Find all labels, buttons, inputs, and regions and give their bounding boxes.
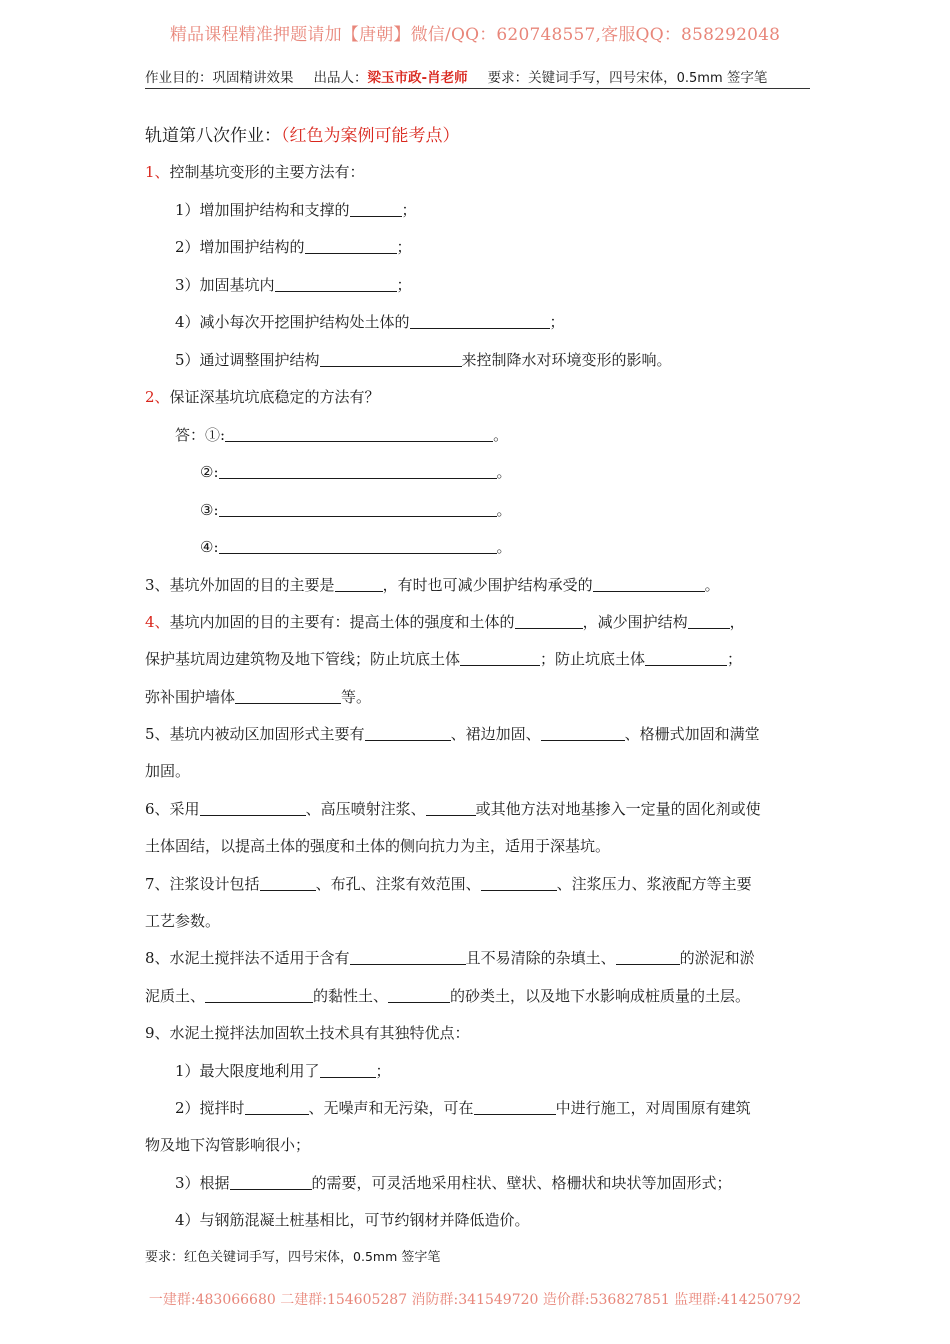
answer-blank[interactable] <box>235 688 341 704</box>
answer-blank[interactable] <box>474 1099 556 1115</box>
question-8 <box>145 948 755 968</box>
question-text: 或其他方法对地基掺入一定量的固化剂或使 <box>475 800 761 818</box>
question-2-answer-4 <box>200 537 512 557</box>
question-2-answer-3 <box>200 500 512 520</box>
answer-end: 。 <box>496 501 512 519</box>
item-tail: 来控制降水对环境变形的影响。 <box>461 351 672 369</box>
question-9-item-1 <box>175 1061 391 1081</box>
question-4-line-3 <box>145 687 371 707</box>
question-7-line-2 <box>145 911 220 931</box>
question-1-item-1 <box>175 200 417 220</box>
answer-blank[interactable] <box>460 650 540 666</box>
title-note: （红色为案例可能考点） <box>281 126 460 146</box>
answer-blank[interactable] <box>426 800 476 816</box>
answer-blank[interactable] <box>481 875 557 891</box>
question-number: 3、 <box>145 576 170 594</box>
question-4-line-2 <box>145 649 742 669</box>
answer-blank[interactable] <box>541 725 625 741</box>
requirement-text: 要求：关键词手写，四号宋体， <box>487 70 677 86</box>
answer-label: 答： <box>175 426 206 444</box>
item-text: 3）加固基坑内 <box>175 276 275 294</box>
question-text: 等。 <box>341 688 372 706</box>
question-5-line-2 <box>145 761 190 781</box>
question-9-item-3 <box>175 1173 732 1193</box>
question-2 <box>145 387 380 407</box>
answer-blank[interactable] <box>350 201 402 217</box>
item-text: 1）增加围护结构和支撑的 <box>175 201 350 219</box>
title-main: 轨道第八次作业： <box>145 126 281 146</box>
question-text: ， <box>729 613 745 631</box>
answer-blank[interactable] <box>688 613 730 629</box>
requirement-tail: 签字笔 <box>726 70 768 86</box>
question-text: 的淤泥和淤 <box>679 949 755 967</box>
answer-blank[interactable] <box>320 1062 376 1078</box>
question-text: 工艺参数。 <box>145 912 221 930</box>
item-text: 5）通过调整围护结构 <box>175 351 320 369</box>
item-tail: ； <box>549 313 565 331</box>
answer-end: 。 <box>496 538 512 556</box>
question-number: 5、 <box>145 725 170 743</box>
question-text: 保证深基坑坑底稳定的方法有？ <box>169 388 380 406</box>
question-number: 4、 <box>145 613 170 631</box>
item-tail: ； <box>375 1062 391 1080</box>
answer-blank[interactable] <box>225 426 493 442</box>
question-text: 注浆设计包括 <box>169 875 260 893</box>
question-9 <box>145 1023 470 1043</box>
question-7 <box>145 874 752 894</box>
question-9-item-4 <box>175 1210 530 1230</box>
answer-blank[interactable] <box>410 313 550 329</box>
question-text: 基坑内加固的目的主要有：提高土体的强度和土体的 <box>169 613 515 631</box>
item-text: 4）减小每次开挖围护结构处土体的 <box>175 313 410 331</box>
answer-blank[interactable] <box>515 613 583 629</box>
question-4 <box>145 612 745 632</box>
page-title <box>145 121 460 146</box>
question-number: 6、 <box>145 800 170 818</box>
answer-marker: ④: <box>200 538 219 556</box>
question-9-item-2 <box>175 1098 751 1118</box>
answer-blank[interactable] <box>230 1174 312 1190</box>
question-text: 水泥土搅拌法加固软土技术具有其独特优点： <box>169 1024 470 1042</box>
question-1-item-2 <box>175 237 412 257</box>
promo-banner-top: 精品课程精准押题请加【唐朝】微信/QQ：620748557,客服QQ：858292048 <box>169 25 781 45</box>
item-text: 4）与钢筋混凝土桩基相比，可节约钢材并降低造价。 <box>175 1211 530 1229</box>
question-6 <box>145 799 761 819</box>
item-text: 中进行施工，对周围原有建筑 <box>555 1099 751 1117</box>
question-2-answer-2 <box>200 462 512 482</box>
answer-blank[interactable] <box>320 351 462 367</box>
footer-requirement-tail: 签字笔 <box>397 1250 441 1265</box>
question-5 <box>145 724 760 744</box>
answer-blank[interactable] <box>350 949 466 965</box>
question-8-line-2 <box>145 986 750 1006</box>
question-text: 。 <box>704 576 720 594</box>
item-tail: ； <box>401 201 417 219</box>
question-number: 9、 <box>145 1024 170 1042</box>
question-text: 的砂类土，以及地下水影响成桩质量的土层。 <box>450 987 751 1005</box>
question-1-item-3 <box>175 275 412 295</box>
item-text: 2）增加围护结构的 <box>175 238 305 256</box>
assignment-header <box>145 66 810 86</box>
item-text: 2）搅拌时 <box>175 1099 245 1117</box>
footer-requirement-text: 要求：红色关键词手写，四号宋体， <box>145 1250 354 1265</box>
answer-blank[interactable] <box>219 501 497 517</box>
question-text: 基坑外加固的目的主要是 <box>169 576 335 594</box>
item-tail: ； <box>396 238 412 256</box>
question-text: 基坑内被动区加固形式主要有 <box>169 725 365 743</box>
question-text: 采用 <box>169 800 200 818</box>
question-number: 7、 <box>145 875 170 893</box>
answer-blank[interactable] <box>219 538 497 554</box>
answer-blank[interactable] <box>616 949 680 965</box>
answer-blank[interactable] <box>365 725 451 741</box>
question-number: 1、 <box>145 163 170 181</box>
question-text: 、裙边加固、 <box>450 725 541 743</box>
question-9-item-2-line-2 <box>145 1135 310 1155</box>
question-text: 土体固结，以提高土体的强度和土体的侧向抗力为主，适用于深基坑。 <box>145 837 611 855</box>
question-3 <box>145 575 720 595</box>
item-text: 、无噪声和无污染，可在 <box>308 1099 474 1117</box>
answer-blank[interactable] <box>645 650 727 666</box>
requirement-pen-size: 0.5mm <box>676 71 723 86</box>
question-text: 、布孔、注浆有效范围、 <box>315 875 481 893</box>
answer-blank[interactable] <box>593 576 705 592</box>
answer-blank[interactable] <box>245 1099 309 1115</box>
answer-blank[interactable] <box>335 576 383 592</box>
author-name: 梁玉市政-肖老师 <box>367 70 468 86</box>
question-text: 、高压喷射注浆、 <box>305 800 426 818</box>
question-text: ；防止坑底土体 <box>540 650 646 668</box>
question-1 <box>145 162 365 182</box>
footer-requirement <box>145 1246 440 1265</box>
question-6-line-2 <box>145 836 610 856</box>
item-text: 的需要，可灵活地采用柱状、壁状、格栅状和块状等加固形式； <box>311 1174 732 1192</box>
question-text: ，有时也可减少围护结构承受的 <box>382 576 593 594</box>
answer-end: 。 <box>493 426 509 444</box>
header-divider <box>145 88 810 89</box>
answer-marker: ①: <box>205 426 226 444</box>
answer-blank[interactable] <box>219 463 497 479</box>
question-text: 、注浆压力、浆液配方等主要 <box>556 875 752 893</box>
question-text: 且不易清除的杂填土、 <box>465 949 616 967</box>
purpose-text: 作业目的：巩固精讲效果 <box>145 70 294 86</box>
question-2-answer-1 <box>175 425 508 445</box>
question-text: 控制基坑变形的主要方法有： <box>169 163 365 181</box>
author-label: 出品人： <box>313 70 368 86</box>
answer-end: 。 <box>496 463 512 481</box>
answer-blank[interactable] <box>200 800 306 816</box>
item-text: 物及地下沟管影响很小； <box>145 1136 311 1154</box>
question-text: 水泥土搅拌法不适用于含有 <box>169 949 350 967</box>
item-tail: ； <box>396 276 412 294</box>
question-number: 2、 <box>145 388 170 406</box>
question-text: 保护基坑周边建筑物及地下管线；防止坑底土体 <box>145 650 461 668</box>
footer-pen-size: 0.5mm <box>353 1249 398 1264</box>
item-text: 3）根据 <box>175 1174 230 1192</box>
answer-blank[interactable] <box>388 987 450 1003</box>
question-text: 弥补围护墙体 <box>145 688 236 706</box>
question-number: 8、 <box>145 949 170 967</box>
answer-marker: ②: <box>200 463 219 481</box>
question-text: ，减少围护结构 <box>582 613 688 631</box>
question-1-item-4 <box>175 312 565 332</box>
question-1-item-5 <box>175 350 672 370</box>
question-text: 泥质土、 <box>145 987 206 1005</box>
answer-blank[interactable] <box>305 238 397 254</box>
answer-blank[interactable] <box>275 276 397 292</box>
answer-blank[interactable] <box>260 875 316 891</box>
question-text: ； <box>727 650 743 668</box>
item-text: 1）最大限度地利用了 <box>175 1062 320 1080</box>
question-text: 、格栅式加固和满堂 <box>624 725 760 743</box>
question-text: 加固。 <box>145 762 191 780</box>
answer-blank[interactable] <box>205 987 313 1003</box>
answer-marker: ③: <box>200 501 219 519</box>
promo-banner-bottom: 一建群:483066680 二建群:154605287 消防群:341549720 造价群:536827851 监理群:414250792 <box>148 1292 802 1308</box>
question-text: 的黏性土、 <box>313 987 389 1005</box>
